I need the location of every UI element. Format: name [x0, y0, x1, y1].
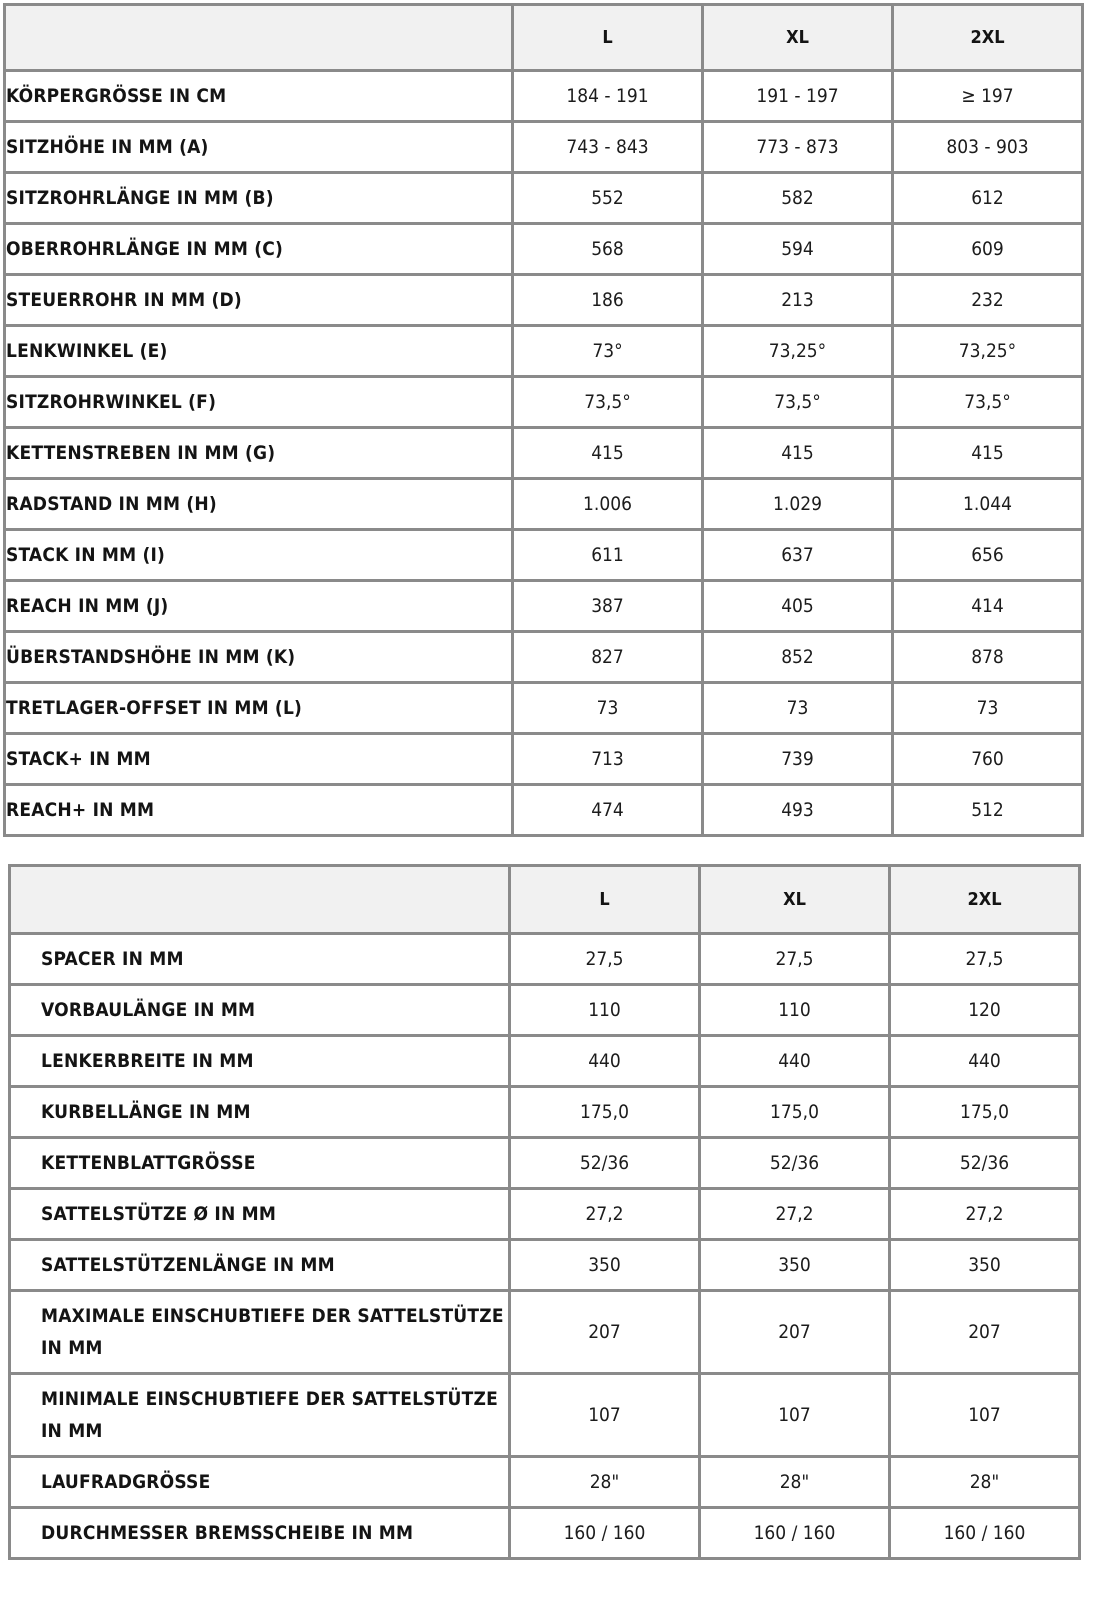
components-table — [8, 864, 1081, 1560]
value-cell: 878 — [893, 632, 1083, 683]
value-cell: 160 / 160 — [700, 1508, 890, 1559]
value-cell: 350 — [890, 1240, 1080, 1291]
value-cell: 852 — [703, 632, 893, 683]
row-label: OBERROHRLÄNGE IN MM (C) — [5, 224, 513, 275]
row-label: SITZROHRLÄNGE IN MM (B) — [5, 173, 513, 224]
value-cell: 739 — [703, 734, 893, 785]
row-label: KURBELLÄNGE IN MM — [10, 1087, 510, 1138]
table-row — [5, 275, 1083, 326]
value-cell: 350 — [510, 1240, 700, 1291]
value-cell: 637 — [703, 530, 893, 581]
row-label: ÜBERSTANDSHÖHE IN MM (K) — [5, 632, 513, 683]
geometry-corner-cell — [5, 5, 513, 71]
value-cell: 191 - 197 — [703, 71, 893, 122]
table-row — [10, 1291, 1080, 1374]
size-header-xl: XL — [703, 5, 893, 71]
value-cell: 107 — [510, 1374, 700, 1457]
row-label: STACK IN MM (I) — [5, 530, 513, 581]
value-cell: 186 — [513, 275, 703, 326]
row-label: LAUFRADGRÖSSE — [10, 1457, 510, 1508]
row-label: SATTELSTÜTZE Ø IN MM — [10, 1189, 510, 1240]
row-label: STEUERROHR IN MM (D) — [5, 275, 513, 326]
table-row — [10, 1508, 1080, 1559]
value-cell: 27,2 — [890, 1189, 1080, 1240]
size-header-xl: XL — [700, 866, 890, 934]
value-cell: 827 — [513, 632, 703, 683]
value-cell: 27,5 — [700, 934, 890, 985]
table-row — [10, 1240, 1080, 1291]
value-cell: 175,0 — [890, 1087, 1080, 1138]
value-cell: 232 — [893, 275, 1083, 326]
table-row — [5, 632, 1083, 683]
value-cell: 594 — [703, 224, 893, 275]
size-header-2xl: 2XL — [893, 5, 1083, 71]
value-cell: 493 — [703, 785, 893, 836]
value-cell: 415 — [513, 428, 703, 479]
table-row — [5, 428, 1083, 479]
value-cell: 73° — [513, 326, 703, 377]
table-row — [10, 1138, 1080, 1189]
value-cell: 760 — [893, 734, 1083, 785]
value-cell: 52/36 — [700, 1138, 890, 1189]
value-cell: 474 — [513, 785, 703, 836]
value-cell: 552 — [513, 173, 703, 224]
value-cell: 207 — [700, 1291, 890, 1374]
value-cell: 656 — [893, 530, 1083, 581]
value-cell: 160 / 160 — [510, 1508, 700, 1559]
table-row — [10, 1457, 1080, 1508]
components-corner-cell — [10, 866, 510, 934]
value-cell: 611 — [513, 530, 703, 581]
value-cell: 120 — [890, 985, 1080, 1036]
table-row — [5, 173, 1083, 224]
value-cell: 713 — [513, 734, 703, 785]
row-label: TRETLAGER-OFFSET IN MM (L) — [5, 683, 513, 734]
value-cell: 568 — [513, 224, 703, 275]
value-cell: 73,5° — [893, 377, 1083, 428]
value-cell: 73,25° — [703, 326, 893, 377]
value-cell: 405 — [703, 581, 893, 632]
row-label: RADSTAND IN MM (H) — [5, 479, 513, 530]
table-row — [10, 1189, 1080, 1240]
size-header-2xl: 2XL — [890, 866, 1080, 934]
table-row — [5, 71, 1083, 122]
value-cell: 1.006 — [513, 479, 703, 530]
row-label: REACH IN MM (J) — [5, 581, 513, 632]
size-header-l: L — [510, 866, 700, 934]
table-row — [10, 934, 1080, 985]
value-cell: 440 — [510, 1036, 700, 1087]
value-cell: 110 — [510, 985, 700, 1036]
row-label: KETTENBLATTGRÖSSE — [10, 1138, 510, 1189]
table-row — [5, 377, 1083, 428]
row-label: LENKWINKEL (E) — [5, 326, 513, 377]
value-cell: 28" — [890, 1457, 1080, 1508]
value-cell: 73,5° — [513, 377, 703, 428]
row-label: LENKERBREITE IN MM — [10, 1036, 510, 1087]
row-label: STACK+ IN MM — [5, 734, 513, 785]
value-cell: 350 — [700, 1240, 890, 1291]
value-cell: 803 - 903 — [893, 122, 1083, 173]
value-cell: 160 / 160 — [890, 1508, 1080, 1559]
row-label: KETTENSTREBEN IN MM (G) — [5, 428, 513, 479]
value-cell: 609 — [893, 224, 1083, 275]
value-cell: 512 — [893, 785, 1083, 836]
value-cell: 207 — [890, 1291, 1080, 1374]
value-cell: 28" — [510, 1457, 700, 1508]
row-label: SITZHÖHE IN MM (A) — [5, 122, 513, 173]
row-label: KÖRPERGRÖSSE IN CM — [5, 71, 513, 122]
value-cell: 440 — [700, 1036, 890, 1087]
value-cell: 582 — [703, 173, 893, 224]
components-header-row — [10, 866, 1080, 934]
table-row — [10, 985, 1080, 1036]
value-cell: 612 — [893, 173, 1083, 224]
value-cell: 415 — [893, 428, 1083, 479]
table-row — [5, 479, 1083, 530]
value-cell: 1.044 — [893, 479, 1083, 530]
table-row — [10, 1374, 1080, 1457]
table-row — [5, 683, 1083, 734]
table-row — [5, 224, 1083, 275]
value-cell: 73 — [893, 683, 1083, 734]
value-cell: 52/36 — [890, 1138, 1080, 1189]
value-cell: 213 — [703, 275, 893, 326]
size-header-l: L — [513, 5, 703, 71]
table-row — [5, 734, 1083, 785]
table-row — [5, 326, 1083, 377]
row-label: REACH+ IN MM — [5, 785, 513, 836]
value-cell: ≥ 197 — [893, 71, 1083, 122]
value-cell: 27,5 — [510, 934, 700, 985]
table-row — [10, 1036, 1080, 1087]
value-cell: 1.029 — [703, 479, 893, 530]
geometry-body — [5, 71, 1083, 836]
table-row — [10, 1087, 1080, 1138]
value-cell: 27,2 — [510, 1189, 700, 1240]
table-row — [5, 530, 1083, 581]
value-cell: 73,5° — [703, 377, 893, 428]
value-cell: 773 - 873 — [703, 122, 893, 173]
row-label: MINIMALE EINSCHUBTIEFE DER SATTELSTÜTZE IN MM — [10, 1374, 510, 1457]
value-cell: 414 — [893, 581, 1083, 632]
row-label: VORBAULÄNGE IN MM — [10, 985, 510, 1036]
row-label: MAXIMALE EINSCHUBTIEFE DER SATTELSTÜTZE IN MM — [10, 1291, 510, 1374]
geometry-header-row — [5, 5, 1083, 71]
table-row — [5, 122, 1083, 173]
value-cell: 27,2 — [700, 1189, 890, 1240]
value-cell: 440 — [890, 1036, 1080, 1087]
row-label: SPACER IN MM — [10, 934, 510, 985]
value-cell: 107 — [700, 1374, 890, 1457]
row-label: DURCHMESSER BREMSSCHEIBE IN MM — [10, 1508, 510, 1559]
value-cell: 184 - 191 — [513, 71, 703, 122]
value-cell: 175,0 — [700, 1087, 890, 1138]
table-row — [5, 785, 1083, 836]
value-cell: 52/36 — [510, 1138, 700, 1189]
value-cell: 175,0 — [510, 1087, 700, 1138]
value-cell: 743 - 843 — [513, 122, 703, 173]
value-cell: 27,5 — [890, 934, 1080, 985]
components-body — [10, 934, 1080, 1559]
value-cell: 73 — [703, 683, 893, 734]
value-cell: 207 — [510, 1291, 700, 1374]
table-row — [5, 581, 1083, 632]
value-cell: 107 — [890, 1374, 1080, 1457]
value-cell: 28" — [700, 1457, 890, 1508]
value-cell: 110 — [700, 985, 890, 1036]
value-cell: 387 — [513, 581, 703, 632]
geometry-table — [3, 3, 1084, 837]
row-label: SITZROHRWINKEL (F) — [5, 377, 513, 428]
row-label: SATTELSTÜTZENLÄNGE IN MM — [10, 1240, 510, 1291]
value-cell: 415 — [703, 428, 893, 479]
value-cell: 73,25° — [893, 326, 1083, 377]
value-cell: 73 — [513, 683, 703, 734]
